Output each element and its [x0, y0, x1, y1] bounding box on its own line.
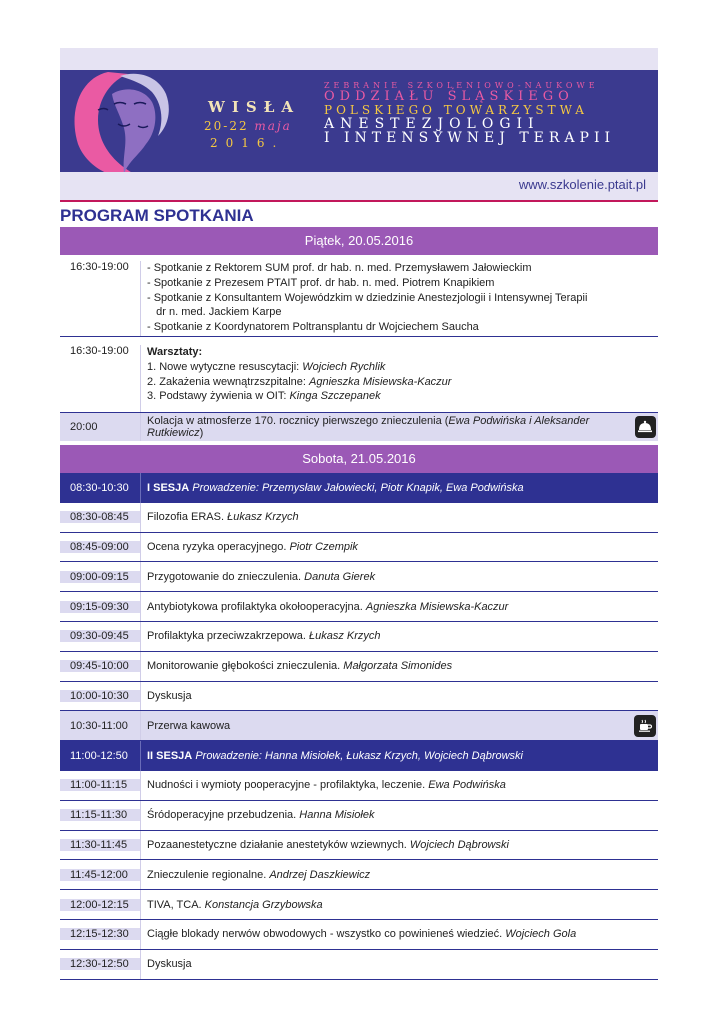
row-time: 08:45-09:00: [60, 541, 140, 553]
talk-title: Monitorowanie głębokości znieczulenia.: [147, 660, 344, 673]
meeting-line: - Spotkanie z Koordynatorem Poltransplantu dr Wojciechem Saucha: [147, 321, 479, 334]
schedule-row: [60, 562, 658, 592]
talk-title: Filozofia ERAS.: [147, 511, 228, 524]
schedule-row: [60, 831, 658, 861]
speaker-name: Piotr Czempik: [289, 540, 358, 553]
row-description: [140, 771, 658, 800]
speaker-name: Hanna Misiołek: [299, 809, 375, 822]
row-time: 20:00: [60, 421, 140, 433]
website-link[interactable]: www.szkolenie.ptait.pl: [518, 177, 646, 192]
banner-bottom-strip: [60, 172, 658, 200]
speaker-name: Wojciech Dąbrowski: [409, 838, 509, 851]
row-description: [140, 533, 658, 562]
row-time: 10:00-10:30: [60, 690, 140, 702]
row-description: [140, 801, 658, 830]
day2-heading: Sobota, 21.05.2016: [60, 445, 658, 473]
org-line-1: ZEBRANIE SZKOLENIOWO-NAUKOWE: [324, 81, 599, 90]
schedule-row: [60, 503, 658, 533]
banner-top-strip: [60, 48, 658, 70]
session-row: [60, 741, 658, 771]
talk-title: Dyskusja: [147, 689, 192, 702]
speaker-name: Łukasz Krzych: [309, 630, 381, 643]
schedule-row: [60, 592, 658, 622]
schedule-row: [60, 950, 658, 980]
row-time: 11:45-12:00: [60, 869, 140, 881]
workshop-item: 2. Zakażenia wewnątrzszpitalne: Agnieszka Misiewska-Kaczur: [147, 375, 452, 388]
speaker-name: Agnieszka Misiewska-Kaczur: [365, 600, 509, 613]
row-description: [140, 562, 658, 591]
speaker-name: Prowadzenie: Hanna Misiołek, Łukasz Krzych, Wojciech Dąbrowski: [195, 750, 523, 763]
speaker-name: Łukasz Krzych: [227, 511, 299, 524]
row-time: 09:00-09:15: [60, 571, 140, 583]
workshop-item: 3. Podstawy żywienia w OIT: Kinga Szczepanek: [147, 390, 381, 403]
talk-title: Znieczulenie regionalne.: [147, 868, 270, 881]
workshops-heading: Warsztaty:: [147, 346, 203, 358]
session-label: I SESJA: [147, 481, 190, 494]
row-time: 16:30-19:00: [70, 261, 129, 273]
row-description: Kolacja w atmosferze 170. rocznicy pierwszego znieczulenia (Ewa Podwińska i Aleksander Rutkiewicz): [140, 413, 658, 441]
org-line-4: ANESTEZJOLOGII: [324, 115, 540, 132]
row-time: 09:30-09:45: [60, 630, 140, 642]
row-time: 08:30-08:45: [60, 511, 140, 523]
meeting-line: - Spotkanie z Konsultantem Wojewódzkim w dziedzinie Anestezjologii i Intensywnej Terapii: [147, 291, 588, 304]
row-time: 12:00-12:15: [60, 899, 140, 911]
schedule-row: [60, 622, 658, 652]
row-time: 09:45-10:00: [60, 660, 140, 672]
workshop-item: 1. Nowe wytyczne resuscytacji: Wojciech Rychlik: [147, 360, 386, 373]
row-time: 10:30-11:00: [60, 720, 140, 732]
schedule-row: [60, 890, 658, 920]
schedule-row: [60, 801, 658, 831]
row-time: 11:00-11:15: [60, 779, 140, 791]
row-description: [140, 503, 658, 532]
day1-heading: Piątek, 20.05.2016: [60, 227, 658, 255]
row-time: 11:30-11:45: [60, 839, 140, 851]
speaker-name: Wojciech Gola: [505, 928, 577, 941]
dates-number: 20-22: [204, 119, 249, 133]
row-description: [140, 652, 658, 681]
talk-title: Śródoperacyjne przebudzenia.: [147, 809, 300, 822]
row-description: [140, 741, 658, 771]
row-time: 08:30-10:30: [60, 482, 140, 494]
schedule-row: [60, 860, 658, 890]
org-line-3: POLSKIEGO TOWARZYSTWA: [324, 103, 588, 118]
talk-title: Ocena ryzyka operacyjnego.: [147, 540, 290, 553]
program-page: [60, 48, 658, 980]
row-time: 09:15-09:30: [60, 601, 140, 613]
city-label: WISŁA: [208, 98, 300, 116]
row-time: 12:15-12:30: [60, 928, 140, 940]
dates-month: maja: [254, 119, 292, 133]
schedule-row: [60, 533, 658, 563]
speaker-name: Małgorzata Simonides: [343, 660, 453, 673]
year-label: 2016.: [210, 136, 285, 150]
divider: [60, 200, 658, 202]
talk-title: Profilaktyka przeciwzakrzepowa.: [147, 630, 310, 643]
row-time: 16:30-19:00: [70, 345, 129, 357]
row-description: [140, 860, 658, 889]
speaker-name: Danuta Gierek: [304, 570, 376, 583]
session-row: [60, 473, 658, 503]
meeting-line: - Spotkanie z Rektorem SUM prof. dr hab. n. med. Przemysławem Jałowieckim: [147, 262, 532, 274]
speaker-name: Andrzej Daszkiewicz: [269, 868, 371, 881]
speaker-name: Konstancja Grzybowska: [204, 898, 323, 911]
meeting-line: - Spotkanie z Prezesem PTAIT prof. dr hab. n. med. Piotrem Knapikiem: [147, 276, 495, 289]
session-label: II SESJA: [147, 750, 193, 763]
row-time: 12:30-12:50: [60, 958, 140, 970]
talk-title: Przygotowanie do znieczulenia.: [147, 570, 305, 583]
event-banner: [60, 70, 658, 172]
talk-title: Nudności i wymioty pooperacyjne - profilaktyka, leczenie.: [147, 779, 429, 792]
meeting-line: dr n. med. Jackiem Karpe: [147, 306, 282, 319]
cloche-icon: [635, 416, 656, 438]
coffee-cup-icon: [634, 715, 656, 737]
organization-title: [324, 82, 624, 146]
faces-logo: [68, 70, 178, 172]
day2-schedule: [60, 473, 658, 980]
row-description: [140, 831, 658, 860]
schedule-row: [60, 255, 658, 337]
row-description: [140, 950, 658, 979]
page-title: PROGRAM SPOTKANIA: [60, 206, 254, 225]
row-description: [140, 592, 658, 621]
row-description: [140, 920, 658, 949]
row-description: [140, 682, 658, 711]
org-line-5: I INTENSYWNEJ TERAPII: [324, 130, 616, 147]
row-description: [140, 890, 658, 919]
schedule-row: [60, 711, 658, 741]
schedule-row: [60, 413, 658, 441]
speaker-name: Ewa Podwińska: [428, 779, 506, 792]
talk-title: Antybiotykowa profilaktyka okołooperacyjna.: [147, 600, 366, 613]
org-line-2: ODDZIAŁU ŚLĄSKIEGO: [324, 89, 574, 105]
talk-title: Dyskusja: [147, 958, 192, 971]
talk-title: Ciągłe blokady nerwów obwodowych - wszystko co powinieneś wiedzieć.: [147, 928, 506, 941]
row-description: [140, 622, 658, 651]
row-description: [140, 345, 658, 412]
schedule-row: [60, 771, 658, 801]
schedule-row: [60, 337, 658, 413]
row-time: 11:15-11:30: [60, 809, 140, 821]
schedule-row: [60, 682, 658, 712]
talk-title: Przerwa kawowa: [147, 719, 231, 732]
dates-label: [204, 119, 292, 133]
row-description: [140, 261, 658, 336]
speaker-name: Prowadzenie: Przemysław Jałowiecki, Piotr Knapik, Ewa Podwińska: [192, 481, 524, 494]
row-time: 11:00-12:50: [60, 750, 140, 762]
row-description: [140, 711, 658, 740]
talk-title: Pozaanestetyczne działanie anestetyków wziewnych.: [147, 838, 410, 851]
schedule-row: [60, 920, 658, 950]
schedule-row: [60, 652, 658, 682]
row-description: [140, 473, 658, 503]
talk-title: TIVA, TCA.: [147, 898, 205, 911]
